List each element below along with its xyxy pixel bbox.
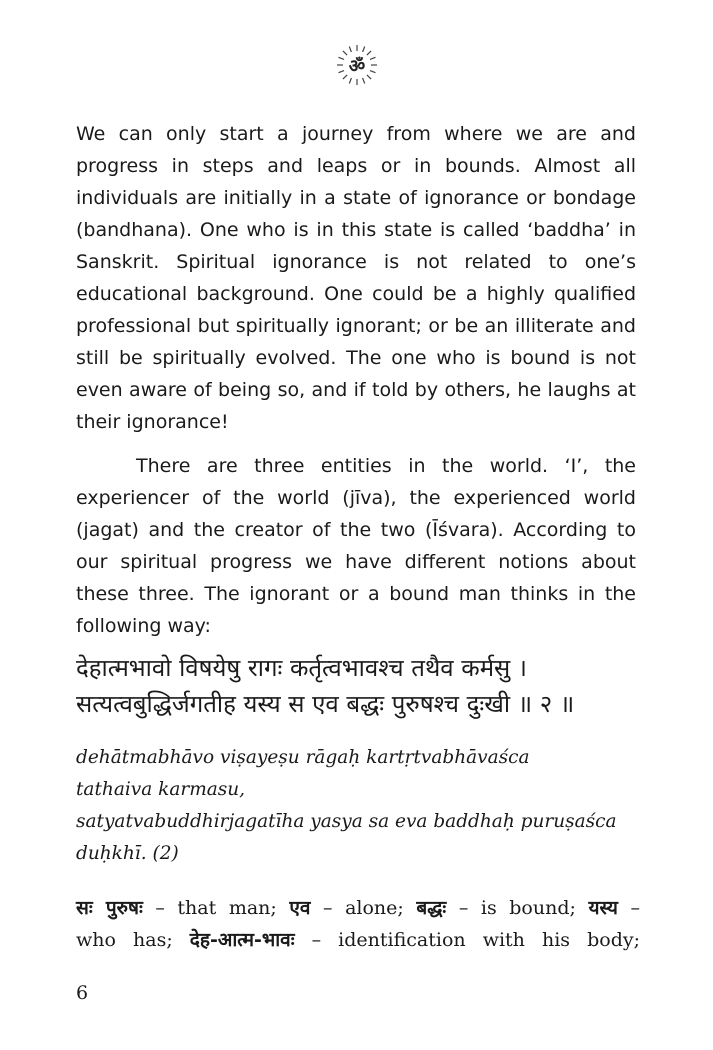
gloss-line <box>76 892 640 924</box>
page-number: 6 <box>76 982 89 1004</box>
svg-text:ॐ: ॐ <box>348 56 366 77</box>
gloss-meaning: – that man; <box>142 897 290 919</box>
transliteration-line: tathaiva karmasu, <box>76 779 246 800</box>
gloss-sanskrit-term: यस्य <box>588 897 618 919</box>
gloss-meaning: – is bound; <box>446 897 589 919</box>
paragraph-bondage: We can only start a journey from where we are and progress in steps and leaps or in bounds. Almost all individuals are initially in a state of ignorance or bondage (bandhana). One who is in this state is called ‘baddha’ in Sanskrit. Spiritual ignorance is not related to one’s educational background. One could be a highly qualified professional but spiritually ignorant; or be an illiterate and still be spiritually evolved. The one who is bound is not even aware of being so, and if told by others, he laughs at their ignorance! <box>76 123 636 433</box>
om-icon <box>336 44 378 86</box>
gloss-sanskrit-term: सः पुरुषः <box>76 897 143 919</box>
gloss-meaning: who has; <box>76 929 190 951</box>
gloss-sanskrit-term: बद्धः <box>416 897 447 919</box>
gloss-meaning: – identification with his body; <box>294 929 641 951</box>
verse-transliteration <box>76 742 646 870</box>
verse-line: सत्यत्वबुद्धिर्जगतीह यस्य स एव बद्धः पुरुषश्च दुःखी ॥ २ ॥ <box>76 690 575 718</box>
sanskrit-verse <box>76 650 656 722</box>
transliteration-line: dehātmabhāvo viṣayeṣu rāgaḥ kartṛtvabhāvaśca <box>76 747 530 768</box>
transliteration-line: duḥkhī. (2) <box>76 843 179 864</box>
gloss-meaning: – <box>617 897 640 919</box>
verse-line: देहात्मभावो विषयेषु रागः कर्तृत्वभावश्च तथैव कर्मसु । <box>76 654 527 682</box>
paragraph-three-entities: There are three entities in the world. ‘I’, the experiencer of the world (jīva), the experienced world (jagat) and the creator of the two (Īśvara). According to our spiritual progress we have different notions about these three. The ignorant or a bound man thinks in the following way: <box>76 455 636 637</box>
gloss-sanskrit-term: देह-आत्म-भावः <box>189 929 295 951</box>
gloss-line <box>76 924 640 956</box>
gloss-meaning: – alone; <box>310 897 417 919</box>
gloss-sanskrit-term: एव <box>289 897 311 919</box>
word-meaning-gloss <box>76 892 640 956</box>
transliteration-line: satyatvabuddhirjagatīha yasya sa eva baddhaḥ puruṣaśca <box>76 811 617 832</box>
